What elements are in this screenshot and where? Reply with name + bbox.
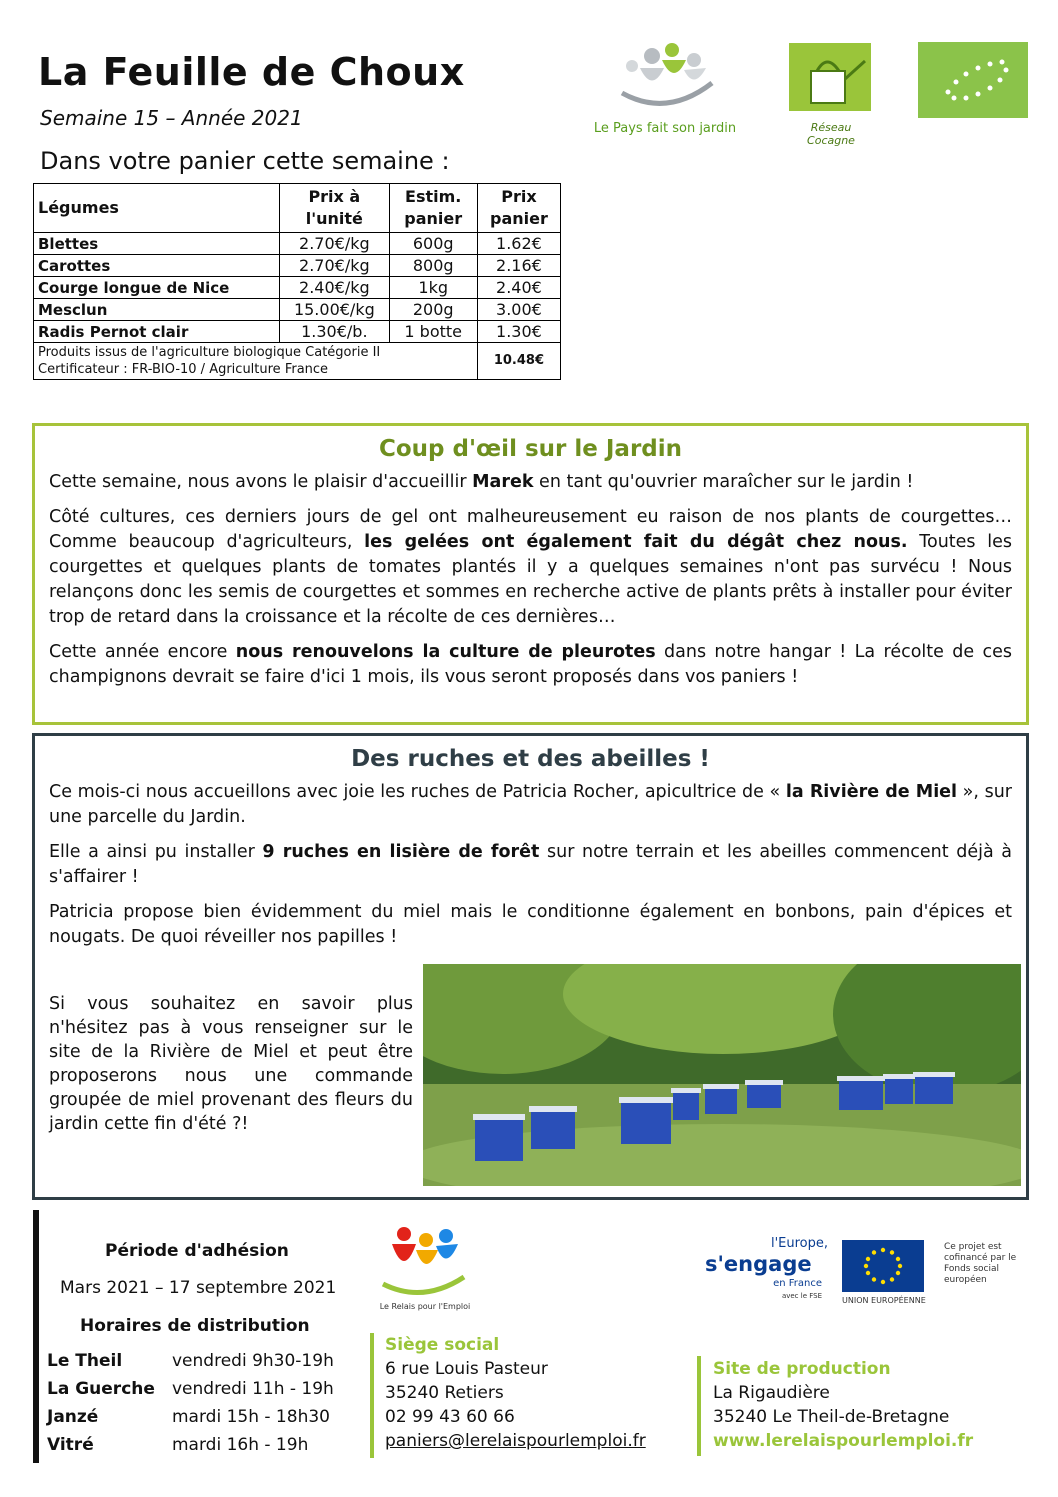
unit-price: 15.00€/kg <box>280 299 389 321</box>
unit-price: 2.70€/kg <box>280 233 389 255</box>
text: sur notre terrain et les abeilles commencent déjà à s'affairer ! <box>49 842 1012 887</box>
garden-news-box <box>32 423 1029 725</box>
quantity: 200g <box>389 299 477 321</box>
production-divider <box>697 1356 701 1456</box>
quantity: 600g <box>389 233 477 255</box>
town: Janzé <box>47 1407 99 1427</box>
basket-total: 10.48€ <box>477 343 560 380</box>
certification-line-1: Produits issus de l'agriculture biologique Catégorie II <box>38 345 381 360</box>
beehives-side-text: Si vous souhaitez en savoir plus n'hésitez pas à vous renseigner sur le site de la Rivière de Miel et peut être proposerons nous une commande groupée de miel provenant des fleurs du jardin cette fin d'été ?! <box>49 994 413 1134</box>
eu-caption: UNION EUROPÉENNE <box>842 1296 926 1305</box>
beehives-box <box>32 733 1029 1200</box>
basket-price: 2.16€ <box>477 255 560 277</box>
text: Toutes les courgettes et quelques plants de tomates plantés il y a quelques semaines n'ont pas survécu ! Nous relançons donc les semis de courgettes et sommes en recherche active de plants prêts à installer pour éviter trop de retard dans la croissance et la récolte de ces dernières… <box>49 532 1013 627</box>
schedule-row <box>0 1351 400 1375</box>
siege-divider <box>370 1333 374 1458</box>
schedule-row <box>0 1379 400 1403</box>
siege-phone: 02 99 43 60 66 <box>385 1407 515 1427</box>
siege-address-2: 35240 Retiers <box>385 1383 504 1403</box>
quantity: 1 botte <box>389 321 477 343</box>
garden-news-title: Coup d'œil sur le Jardin <box>378 436 683 462</box>
certification-line-2: Certificateur : FR-BIO-10 / Agriculture France <box>38 362 329 377</box>
beehives-title: Des ruches et des abeilles ! <box>351 746 710 772</box>
siege-social-block <box>385 1333 646 1453</box>
text: dans notre hangar ! La récolte de ces champignons devrait se faire d'ici 1 mois, ils vous seront proposés dans vos paniers ! <box>49 642 1012 687</box>
pays-jardin-caption: Le Pays fait son jardin <box>593 121 737 136</box>
col-estim-panier: Estim. panier <box>389 184 477 233</box>
basket-price: 1.30€ <box>477 321 560 343</box>
garden-paragraph-3 <box>49 640 1012 690</box>
schedule-row <box>0 1435 400 1459</box>
europe-line-3: en France <box>773 1278 822 1289</box>
text-bold: Marek <box>472 472 534 492</box>
veg-name: Blettes <box>34 233 280 255</box>
basket-price-table <box>33 183 561 380</box>
text: Cette année encore <box>49 642 236 662</box>
issue-subtitle: Semaine 15 – Année 2021 <box>40 106 303 130</box>
text: », sur une parcelle du Jardin. <box>49 782 1012 827</box>
veg-name: Carottes <box>34 255 280 277</box>
veg-name: Courge longue de Nice <box>34 277 280 299</box>
siege-address-1: 6 rue Louis Pasteur <box>385 1359 548 1379</box>
membership-title: Période d'adhésion <box>105 1241 289 1261</box>
text-bold: nous renouvelons la culture de pleurotes <box>235 642 656 662</box>
text: Ce mois-ci nous accueillons avec joie les ruches de Patricia Rocher, apicultrice de « <box>49 782 786 802</box>
schedule-row <box>0 1407 400 1431</box>
production-block <box>713 1357 973 1453</box>
text: Côté cultures, ces derniers jours de gel ont malheureusement eu raison de nos plants de courgettes… Comme beaucoup d'agriculteurs, <box>49 507 1012 552</box>
certification-note <box>34 343 478 380</box>
production-title: Site de production <box>713 1359 891 1379</box>
text-bold: 9 ruches en lisière de forêt <box>262 842 540 862</box>
basket-price: 2.40€ <box>477 277 560 299</box>
membership-dates: Mars 2021 – 17 septembre 2021 <box>60 1278 337 1298</box>
basket-price: 1.62€ <box>477 233 560 255</box>
table-row <box>34 233 561 255</box>
garden-paragraph-1 <box>49 470 1012 495</box>
hours: vendredi 11h - 19h <box>172 1379 334 1399</box>
distribution-title: Horaires de distribution <box>80 1316 310 1336</box>
eu-organic-leaf-logo <box>918 42 1028 118</box>
hours: vendredi 9h30-19h <box>172 1351 334 1371</box>
text: en tant qu'ouvrier maraîcher sur le jardin ! <box>533 472 914 492</box>
quantity: 800g <box>389 255 477 277</box>
veg-name: Radis Pernot clair <box>34 321 280 343</box>
town: La Guerche <box>47 1379 155 1399</box>
beehives-paragraph-3: Patricia propose bien évidemment du miel mais le conditionne également en bonbons, pain d'épices et nougats. De quoi réveiller nos papilles ! <box>49 902 1012 947</box>
eu-flag-icon <box>842 1240 924 1292</box>
relais-emploi-caption: Le Relais pour l'Emploi <box>379 1302 471 1311</box>
production-address-1: La Rigaudière <box>713 1383 830 1403</box>
table-row <box>34 277 561 299</box>
col-prix-unite: Prix à l'unité <box>280 184 389 233</box>
table-footer-row <box>34 343 561 380</box>
table-header-row <box>34 184 561 233</box>
production-address-2: 35240 Le Theil-de-Bretagne <box>713 1407 950 1427</box>
table-row <box>34 299 561 321</box>
unit-price: 2.70€/kg <box>280 255 389 277</box>
siege-email-link[interactable]: paniers@lerelaispourlemploi.fr <box>385 1431 646 1451</box>
europe-line-1: l'Europe, <box>770 1236 828 1251</box>
basket-price: 3.00€ <box>477 299 560 321</box>
text: Cette semaine, nous avons le plaisir d'accueillir <box>49 472 473 492</box>
town: Le Theil <box>47 1351 123 1371</box>
garden-paragraph-2 <box>49 505 1012 630</box>
hours: mardi 15h - 18h30 <box>172 1407 330 1427</box>
fse-note: Ce projet est cofinancé par le Fonds social européen <box>944 1242 1017 1285</box>
text-bold: la Rivière de Miel <box>785 782 958 802</box>
beehives-paragraph-2 <box>49 840 1012 890</box>
table-row <box>34 255 561 277</box>
europe-line-2: s'engage <box>705 1252 812 1276</box>
town: Vitré <box>47 1435 94 1455</box>
unit-price: 2.40€/kg <box>280 277 389 299</box>
beehives-paragraph-1 <box>49 780 1012 830</box>
text-bold: les gelées ont également fait du dégât chez nous. <box>364 532 908 552</box>
europe-engage-logo <box>705 1236 830 1300</box>
relais-emploi-logo <box>378 1222 468 1300</box>
europe-line-4: avec le FSE <box>781 1292 822 1300</box>
basket-heading: Dans votre panier cette semaine : <box>40 147 450 175</box>
unit-price: 1.30€/b. <box>280 321 389 343</box>
veg-name: Mesclun <box>34 299 280 321</box>
beehives-photo <box>423 964 1021 1186</box>
pays-jardin-logo <box>612 38 722 118</box>
col-legumes: Légumes <box>34 184 280 233</box>
siege-title: Siège social <box>385 1335 500 1355</box>
table-row <box>34 321 561 343</box>
text: Elle a ainsi pu installer <box>49 842 263 862</box>
hours: mardi 16h - 19h <box>172 1435 309 1455</box>
reseau-cocagne-caption: Réseau Cocagne <box>807 121 855 147</box>
col-prix-panier: Prix panier <box>477 184 560 233</box>
reseau-cocagne-logo <box>789 43 871 111</box>
quantity: 1kg <box>389 277 477 299</box>
page-title: La Feuille de Choux <box>38 50 465 94</box>
website-link[interactable]: www.lerelaispourlemploi.fr <box>713 1431 974 1451</box>
